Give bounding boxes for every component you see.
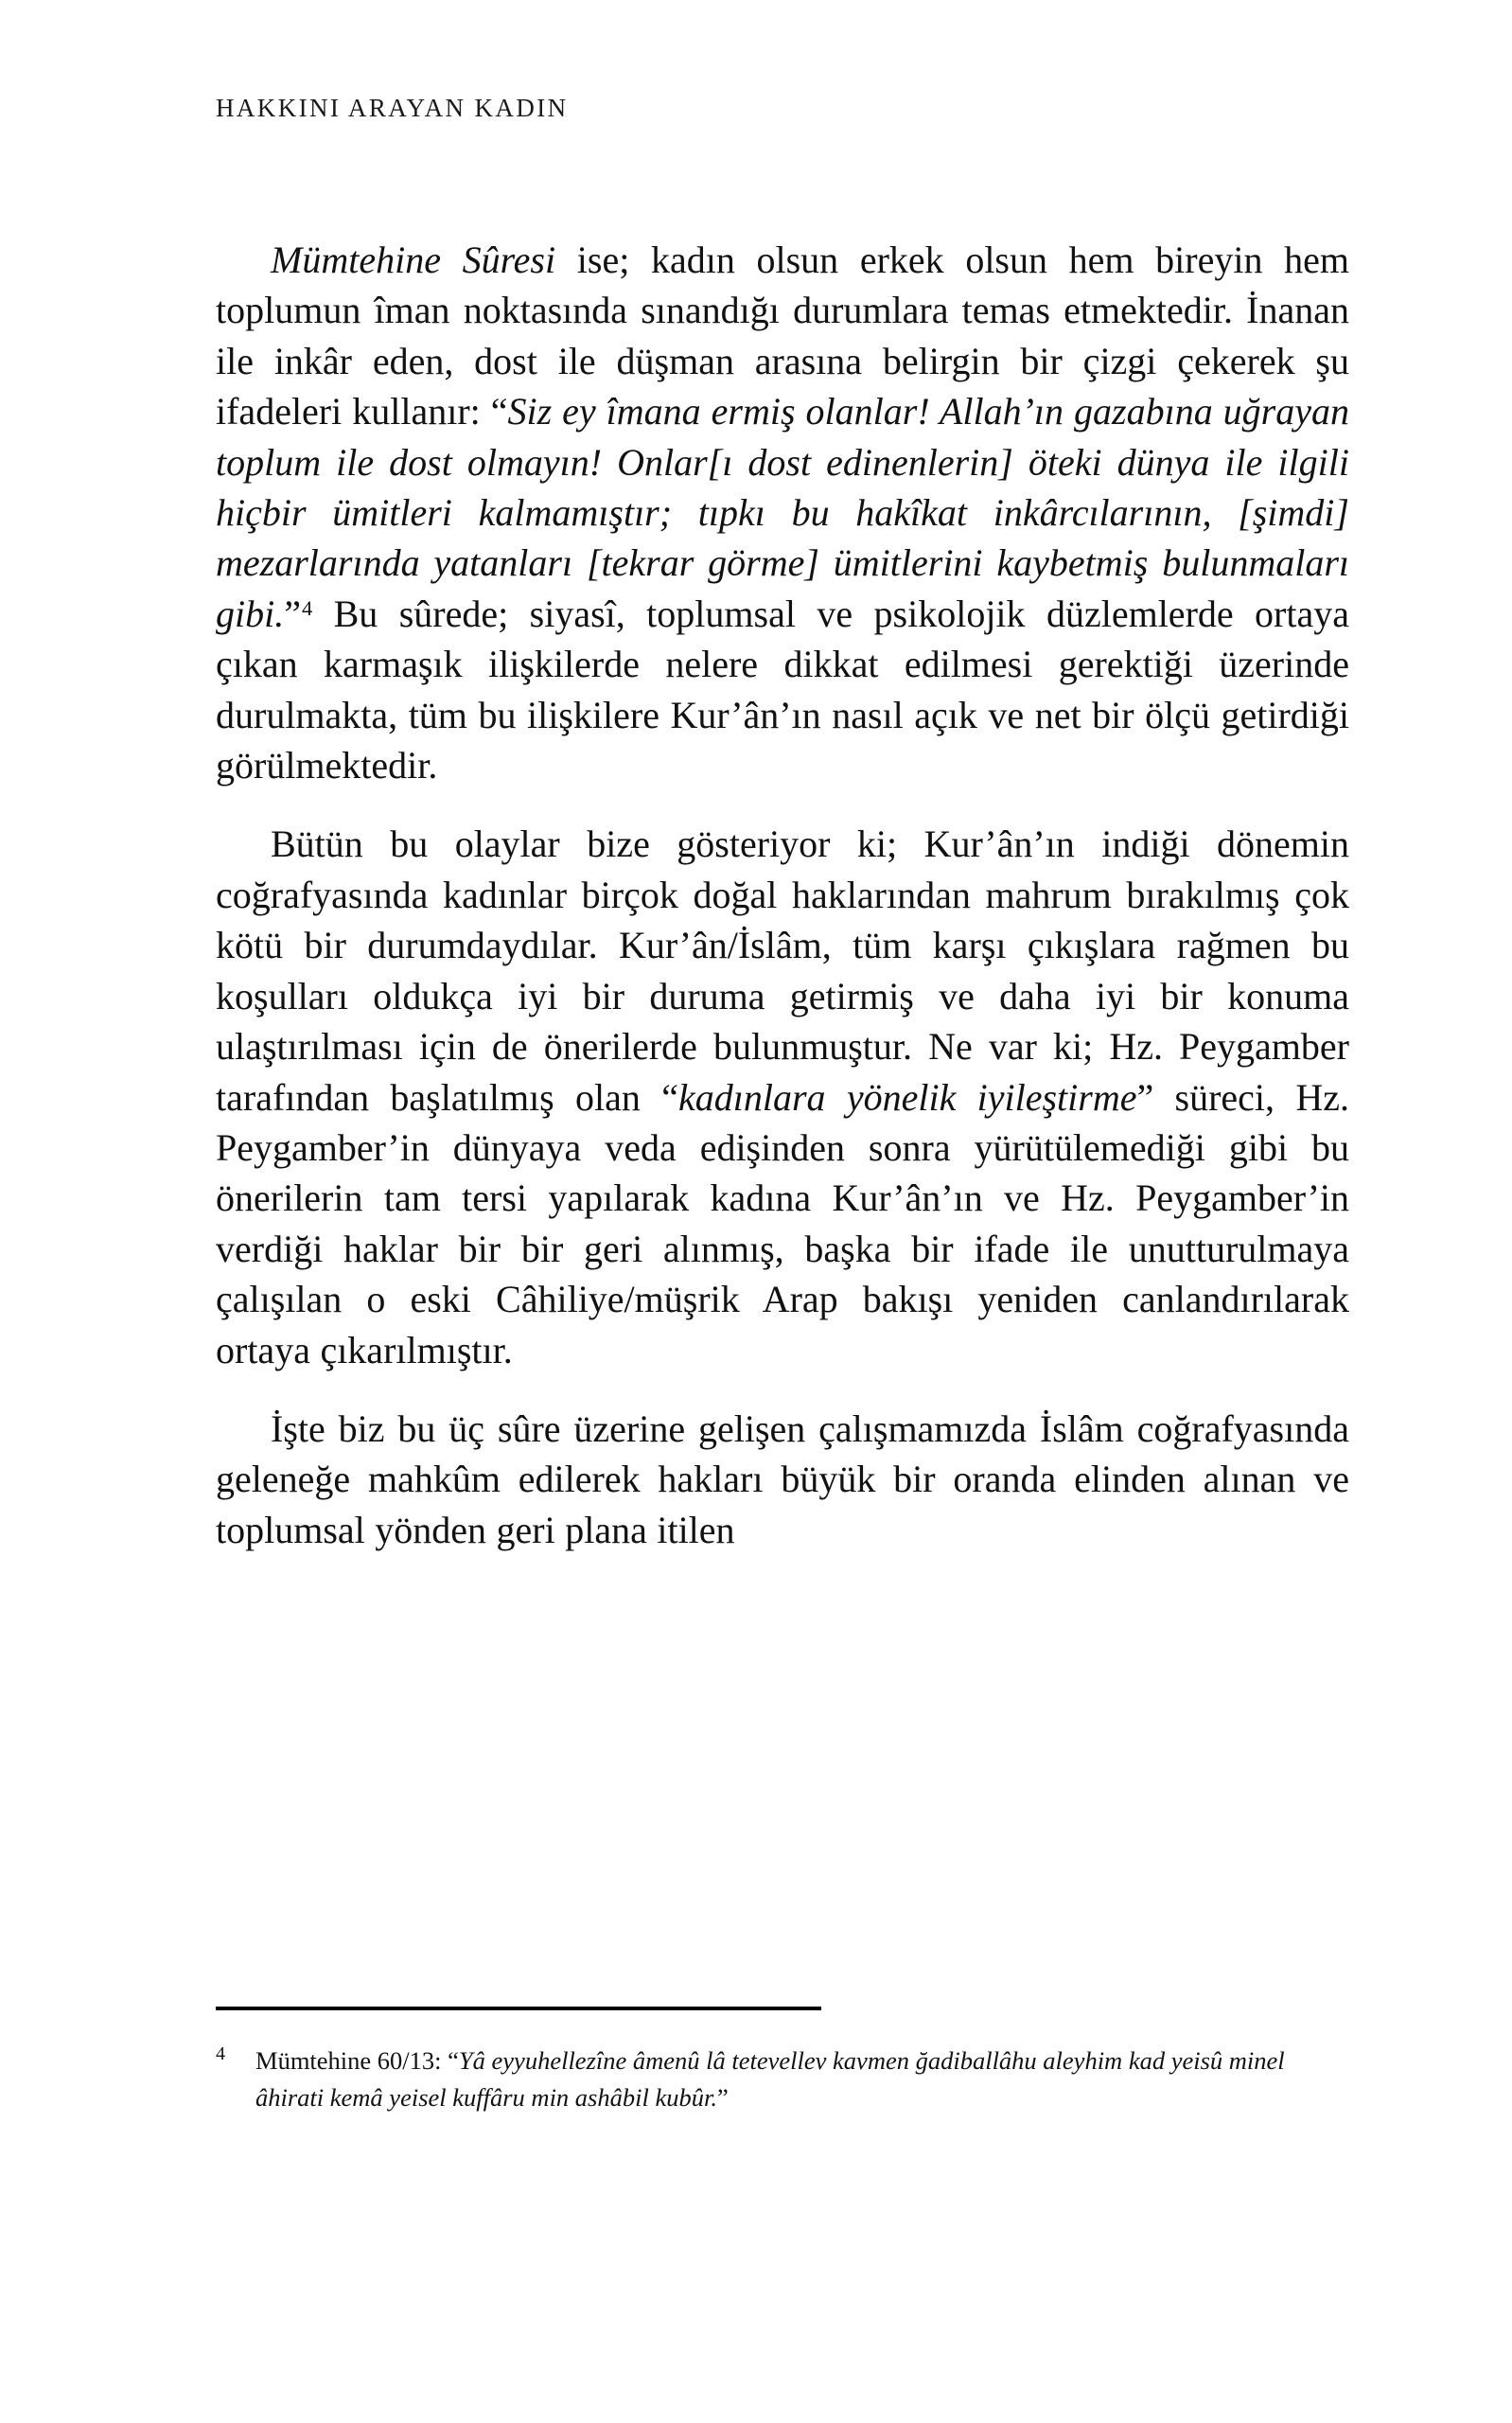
footnote-area bbox=[216, 2007, 1349, 2116]
footnote-number: 4 bbox=[216, 2043, 225, 2064]
footnote-separator-rule bbox=[216, 2007, 821, 2010]
text-run-quotation: Siz ey îmana ermiş olanlar! Allah’ın gazabına uğrayan toplum ile dost olmayın! Onlar[ı dost edinenlerin] öteki dünya ile ilgili hiçbir ümitleri kalmamıştır; tıpkı bu hakîkat inkârcılarının, [şimdi] mezarlarında yatanları [tekrar görme] ümitlerini kaybetmiş bulunmaları gibi. bbox=[216, 390, 1350, 635]
paragraph-iste-biz bbox=[216, 1404, 1349, 1555]
text-run-close-quote: ” bbox=[284, 592, 301, 635]
paragraph-mumtehine bbox=[216, 235, 1349, 790]
text-run-roman: ise; kadın olsun erkek olsun hem bireyin hem toplumun îman noktasında sınandığı durumlara temas etmektedir. İnanan ile inkâr eden, dost ile düşman arasına belirgin bir çizgi çekerek şu ifadeleri kullanır: “ bbox=[216, 239, 1349, 433]
text-run-italic: Mümtehine Sûresi bbox=[271, 239, 556, 281]
body-text-block bbox=[216, 235, 1349, 1555]
footnote-reference-marker[interactable]: 4 bbox=[302, 596, 313, 621]
footnote-closing-quote: ” bbox=[717, 2083, 729, 2112]
text-run-roman-tail: ” süreci, Hz. Peygamber’in dünyaya veda edişinden sonra yürütülemediği gibi bu önerilerin tam tersi yapılarak kadına Kur’ân’ın ve Hz. Peygamber’in verdiği haklar bir bir geri alınmış, başka bir ifade ile unutturulmaya çalışılan o eski Câhiliye/müşrik Arap bakışı yeniden canlandırılarak ortaya çıkarılmıştır. bbox=[216, 1075, 1349, 1371]
text-run-italic-phrase: kadınlara yönelik iyileştirme bbox=[677, 1075, 1137, 1119]
paragraph-butun-bu-olaylar bbox=[216, 819, 1349, 1374]
footnote-entry bbox=[216, 2043, 1349, 2116]
text-run-roman: İşte biz bu üç sûre üzerine gelişen çalışmamızda İslâm coğrafyasında geleneğe mahkûm edilerek hakları büyük bir oranda elinden alınan ve toplumsal yönden geri plana itilen bbox=[216, 1406, 1349, 1551]
running-head: HAKKINI ARAYAN KADIN bbox=[216, 94, 569, 122]
footnote-quote-text: Yâ eyyuhellezîne âmenû lâ tetevellev kavmen ğadiballâhu aleyhim kad yeisû minel âhirati kemâ yeisel kuffâru min ashâbil kubûr. bbox=[255, 2046, 1285, 2112]
text-run-roman-tail: Bu sûrede; siyasî, toplumsal ve psikolojik düzlemlerde ortaya çıkan karmaşık ilişkilerde nelere dikkat edilmesi gerektiği üzerinde durulmakta, tüm bu ilişkilere Kur’ân’ın nasıl açık ve net bir ölçü getirdiği görülmektedir. bbox=[216, 592, 1349, 787]
footnote-source-label: Mümtehine 60/13: “ bbox=[255, 2046, 459, 2075]
text-run-roman: Bütün bu olaylar bize gösteriyor ki; Kur’ân’ın indiği dönemin coğrafyasında kadınlar birçok doğal haklarından mahrum bırakılmış çok kötü bir durumdaydılar. Kur’ân/İslâm, tüm karşı çıkışlara rağmen bu koşulları oldukça iyi bir duruma getirmiş ve daha iyi bir konuma ulaştırılması için de önerilerde bulunmuştur. Ne var ki; Hz. Peygamber tarafından başlatılmış olan “ bbox=[216, 822, 1349, 1119]
